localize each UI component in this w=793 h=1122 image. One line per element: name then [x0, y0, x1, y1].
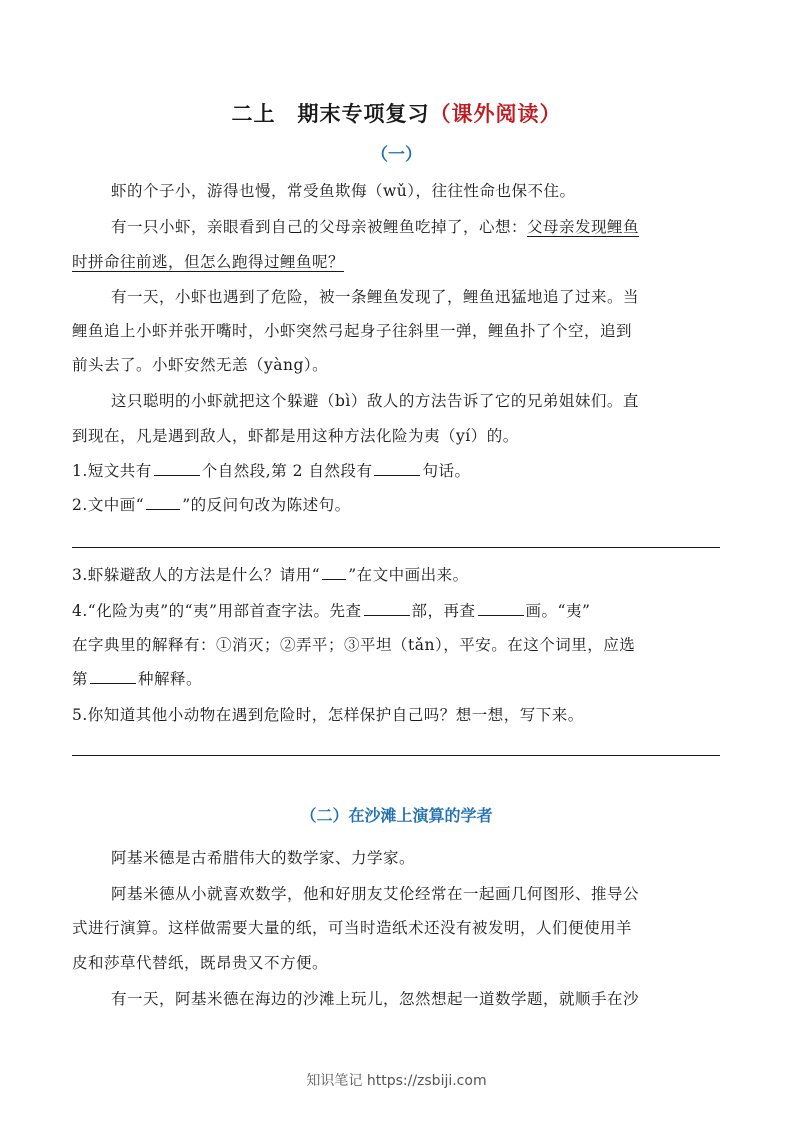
question-3	[72, 564, 720, 586]
section1-heading: （一）	[371, 145, 422, 165]
question-4	[72, 600, 720, 622]
question-1	[72, 460, 720, 482]
passage2-line: 有一天，阿基米德在海边的沙滩上玩儿，忽然想起一道数学题，就顺手在沙	[111, 990, 640, 1008]
passage1-line: 鲤鱼追上小虾并张开嘴时，小虾突然弓起身子往斜里一弹，鲤鱼扑了个空，追到	[72, 322, 633, 340]
title-highlight: （课外阅读）	[429, 102, 562, 126]
underline-mark	[146, 495, 180, 510]
question-4-line: 在字典里的解释有：①消灭；②弄平；③平坦（tǎn），平安。在这个词里，应选	[72, 636, 636, 654]
passage2-line: 阿基米德从小就喜欢数学，他和好朋友艾伦经常在一起画几何图形、推导公	[111, 885, 640, 903]
answer-blank[interactable]	[154, 461, 200, 476]
passage1-line: 虾的个子小，游得也慢，常受鱼欺侮（wǔ），往往性命也保不住。	[111, 182, 576, 200]
answer-line[interactable]	[72, 755, 720, 756]
passage1-line: 这只聪明的小虾就把这个躲避（bì）敌人的方法告诉了它的兄弟姐妹们。直	[111, 392, 639, 410]
passage2-line: 阿基米德是古希腊伟大的数学家、力学家。	[111, 849, 416, 867]
passage1-line: 前头去了。小虾安然无恙（yàng）。	[72, 356, 329, 374]
answer-blank[interactable]	[478, 601, 524, 616]
answer-blank[interactable]	[374, 461, 420, 476]
passage1-line	[72, 216, 720, 238]
page-title	[0, 98, 793, 128]
passage2-line: 式进行演算。这样做需要大量的纸，可当时造纸术还没有被发明，人们便使用羊	[72, 919, 633, 937]
answer-line[interactable]	[72, 547, 720, 548]
question-text: 3.虾躲避敌人的方法是什么？请用“	[72, 566, 321, 584]
question-text: 4.“化险为夷”的“夷”用部首查字法。先查	[72, 602, 362, 620]
passage2-line: 皮和莎草代替纸，既昂贵又不方便。	[72, 954, 329, 972]
passage1-line: 到现在，凡是遇到敌人，虾都是用这种方法化险为夷（yí）的。	[72, 427, 519, 445]
question-text: ”的反问句改为陈述句。	[182, 496, 351, 514]
question-text: 句话。	[422, 462, 471, 480]
question-text: 画。“夷”	[525, 602, 591, 620]
question-2	[72, 494, 720, 516]
question-text: 2.文中画“	[72, 496, 145, 514]
footer-watermark: 知识笔记 https://zsbiji.com	[306, 1073, 487, 1089]
question-4-line	[72, 668, 720, 690]
passage1-line: 有一天，小虾也遇到了危险，被一条鲤鱼发现了，鲤鱼迅猛地追了过来。当	[111, 288, 640, 306]
question-text: 1.短文共有	[72, 462, 152, 480]
section2-heading: （二）在沙滩上演算的学者	[300, 806, 493, 825]
passage1-text: 有一只小虾，亲眼看到自己的父母亲被鲤鱼吃掉了，心想：	[111, 218, 528, 236]
question-text: 部，再查	[411, 602, 476, 620]
question-text: 种解释。	[138, 670, 203, 688]
question-text: 个自然段,第 2 自然段有	[201, 462, 373, 480]
passage1-line	[72, 251, 720, 273]
question-text: ”在文中画出来。	[348, 566, 469, 584]
underlined-question-sentence: 父母亲发现鲤鱼	[527, 218, 640, 236]
answer-blank[interactable]	[364, 601, 410, 616]
title-main: 二上 期末专项复习	[231, 102, 430, 126]
underlined-question-sentence: 时拼命往前逃，但怎么跑得过鲤鱼呢？	[72, 253, 345, 271]
answer-blank[interactable]	[90, 669, 136, 684]
question-5: 5.你知道其他小动物在遇到危险时，怎样保护自己吗？想一想，写下来。	[72, 706, 584, 724]
underline-mark	[322, 565, 346, 580]
question-text: 第	[72, 670, 89, 688]
